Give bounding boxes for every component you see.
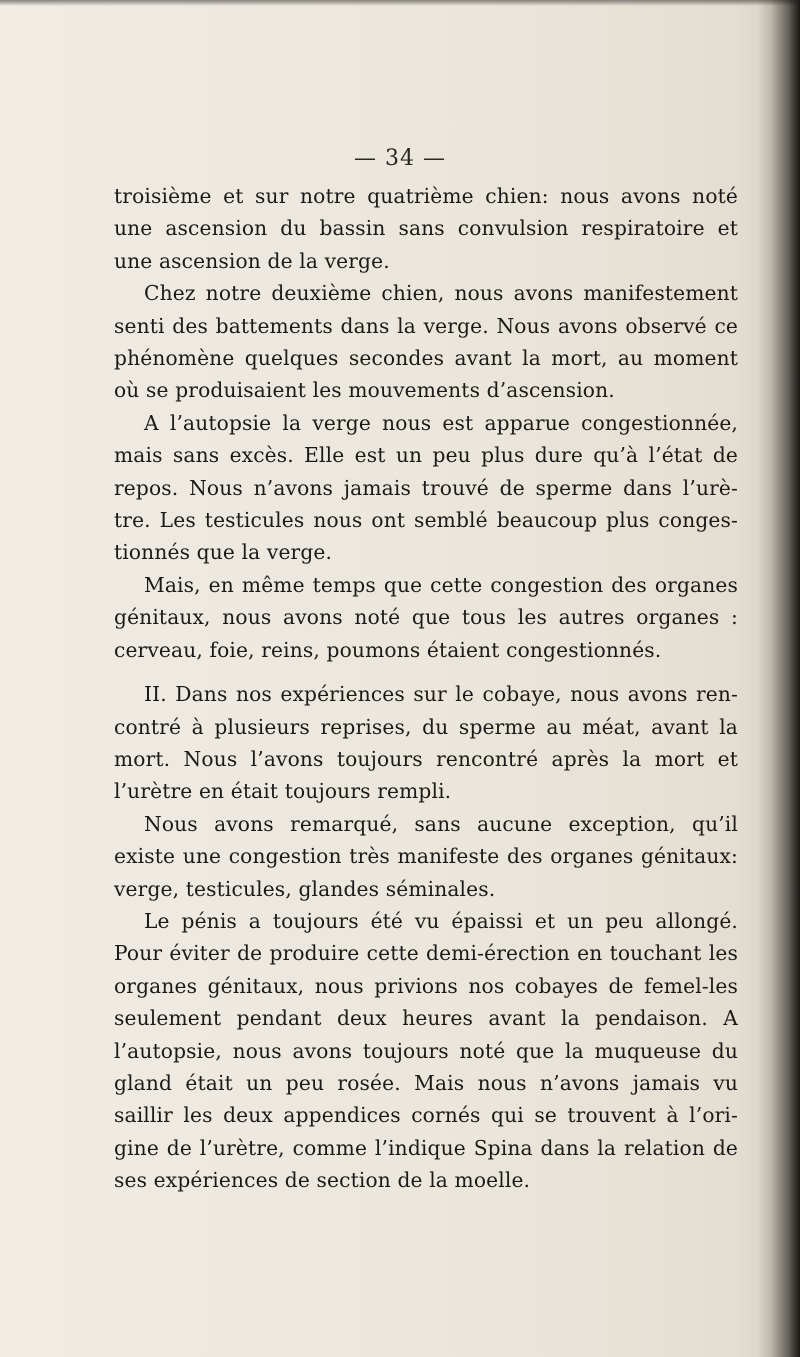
- page-number: — 34 —: [354, 146, 446, 171]
- paragraph-5-section-ii: II. Dans nos expériences sur le cobaye, nous avons ren-contré à plusieurs reprises, du sperme au méat, avant la mort. Nous l’avons toujours rencontré après la mort et l’urètre en était toujours rempli.: [114, 682, 738, 804]
- paragraph-3: A l’autopsie la verge nous est apparue congestionnée, mais sans excès. Elle est un peu plus dure qu’à l’état de repos. Nous n’avons jamais trouvé de sperme dans l’urè-tre. Les testicules nous ont semblé beaucoup plus conges-tionnés que la verge.: [114, 410, 738, 565]
- paragraph-4: Mais, en même temps que cette congestion des organes génitaux, nous avons noté que tous les autres organes : cerveau, foie, reins, poumons étaient congestionnés.: [114, 572, 738, 662]
- paragraph-1: troisième et sur notre quatrième chien: nous avons noté une ascension du bassin sans convulsion respiratoire et une ascension de la verge.: [114, 184, 738, 273]
- body-text: [114, 180, 738, 1197]
- paragraph-7: Le pénis a toujours été vu épaissi et un peu allongé. Pour éviter de produire cette demi-érection en touchant les organes génitaux, nous privions nos cobayes de femel-les seulement pendant deux heures avant la pendaison. A l’autopsie, nous avons toujours noté que la muqueuse du gland était un peu rosée. Mais nous n’avons jamais vu saillir les deux appendices cornés qui se trouvent à l’ori-gine de l’urètre, comme l’indique Spina dans la relation de ses expériences de section de la moelle.: [114, 908, 738, 1193]
- paragraph-2: Chez notre deuxième chien, nous avons manifestement senti des battements dans la verge. Nous avons observé ce phénomène quelques secondes avant la mort, au moment où se produisaient les mouvements d’ascension.: [114, 281, 738, 403]
- book-binding-edge: [758, 0, 800, 1357]
- page-top-shadow: [0, 0, 800, 6]
- paragraph-6: Nous avons remarqué, sans aucune exception, qu’il existe une congestion très manifeste des organes génitaux: verge, testicules, glandes séminales.: [114, 811, 738, 901]
